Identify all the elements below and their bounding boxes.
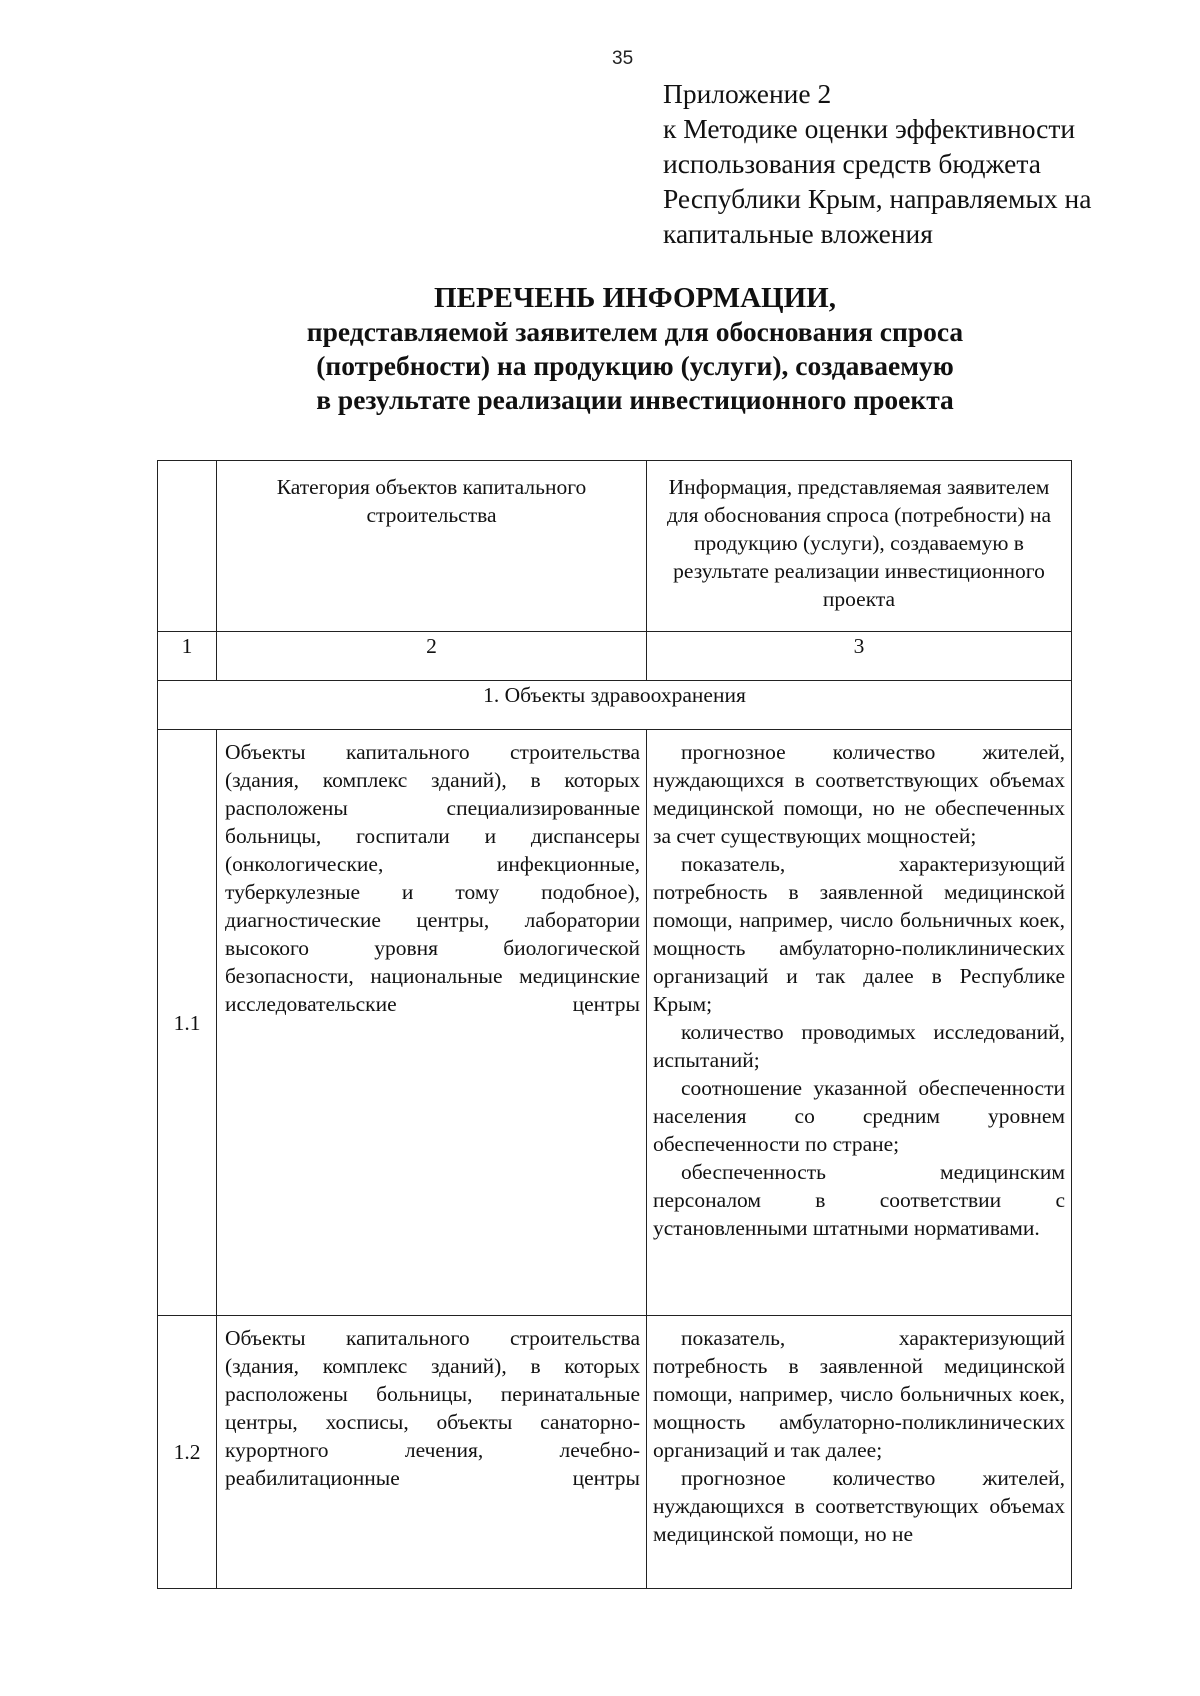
appendix-line: использования средств бюджета xyxy=(663,148,1041,179)
column-number: 2 xyxy=(217,632,647,681)
column-number: 3 xyxy=(647,632,1072,681)
table-row xyxy=(158,1316,1072,1589)
info-paragraph: соотношение указанной обеспеченности населения со средним уровнем обеспеченности по стране; xyxy=(653,1076,1065,1156)
title-line: в результате реализации инвестиционного проекта xyxy=(316,384,954,415)
section-title: 1. Объекты здравоохранения xyxy=(158,681,1072,730)
section-row xyxy=(158,681,1072,730)
row-category: Объекты капитального строительства (здания, комплекс зданий), в которых расположены больницы, перинатальные центры, хосписы, объекты санаторно-курортного лечения, лечебно-реабилитационные центры xyxy=(217,1316,647,1589)
info-paragraph: прогнозное количество жителей, нуждающихся в соответствующих объемах медицинской помощи, но не xyxy=(653,1466,1065,1546)
appendix-block xyxy=(663,76,1163,251)
info-paragraph: прогнозное количество жителей, нуждающихся в соответствующих объемах медицинской помощи, но не обеспеченных за счет существующих мощностей; xyxy=(653,740,1065,848)
info-paragraph: показатель, характеризующий потребность в заявленной медицинской помощи, например, число больничных коек, мощность амбулаторно-поликлинических организаций и так далее; xyxy=(653,1326,1065,1462)
appendix-line: капитальные вложения xyxy=(663,218,933,249)
page-number: 35 xyxy=(612,48,634,69)
title-line: представляемой заявителем для обоснования спроса xyxy=(306,316,964,347)
document-title xyxy=(150,281,1120,417)
title-line: ПЕРЕЧЕНЬ ИНФОРМАЦИИ, xyxy=(434,282,836,314)
row-index: 1.2 xyxy=(158,1316,217,1589)
row-category: Объекты капитального строительства (здания, комплекс зданий), в которых расположены специализированные больницы, госпитали и диспансеры (онкологические, инфекционные, туберкулезные и тому подобное), диагностические центры, лаборатории высокого уровня биологической безопасности, национальные медицинские исследовательские центры xyxy=(217,730,647,1316)
table-header-row xyxy=(158,461,1072,632)
row-information xyxy=(647,730,1072,1316)
info-paragraph: количество проводимых исследований, испытаний; xyxy=(653,1020,1065,1072)
appendix-line: к Методике оценки эффективности xyxy=(663,113,1076,144)
row-information xyxy=(647,1316,1072,1589)
header-cell-information: Информация, представляемая заявителем для обоснования спроса (потребности) на продукцию (услуги), создаваемую в результате реализации инвестиционного проекта xyxy=(647,461,1072,632)
column-number-row xyxy=(158,632,1072,681)
info-paragraph: обеспеченность медицинским персоналом в соответствии с установленными штатными нормативами. xyxy=(653,1160,1065,1240)
table-row xyxy=(158,730,1072,1316)
header-cell-index xyxy=(158,461,217,632)
row-index: 1.1 xyxy=(158,730,217,1316)
info-paragraph: показатель, характеризующий потребность в заявленной медицинской помощи, например, число больничных коек, мощность амбулаторно-поликлинических организаций и так далее в Республике Крым; xyxy=(653,852,1065,1016)
appendix-line: Приложение 2 xyxy=(663,78,832,109)
appendix-line: Республики Крым, направляемых на xyxy=(663,183,1092,214)
column-number: 1 xyxy=(158,632,217,681)
information-table xyxy=(157,460,1072,1589)
header-cell-category: Категория объектов капитального строительства xyxy=(217,461,647,632)
title-line: (потребности) на продукцию (услуги), создаваемую xyxy=(316,350,954,381)
